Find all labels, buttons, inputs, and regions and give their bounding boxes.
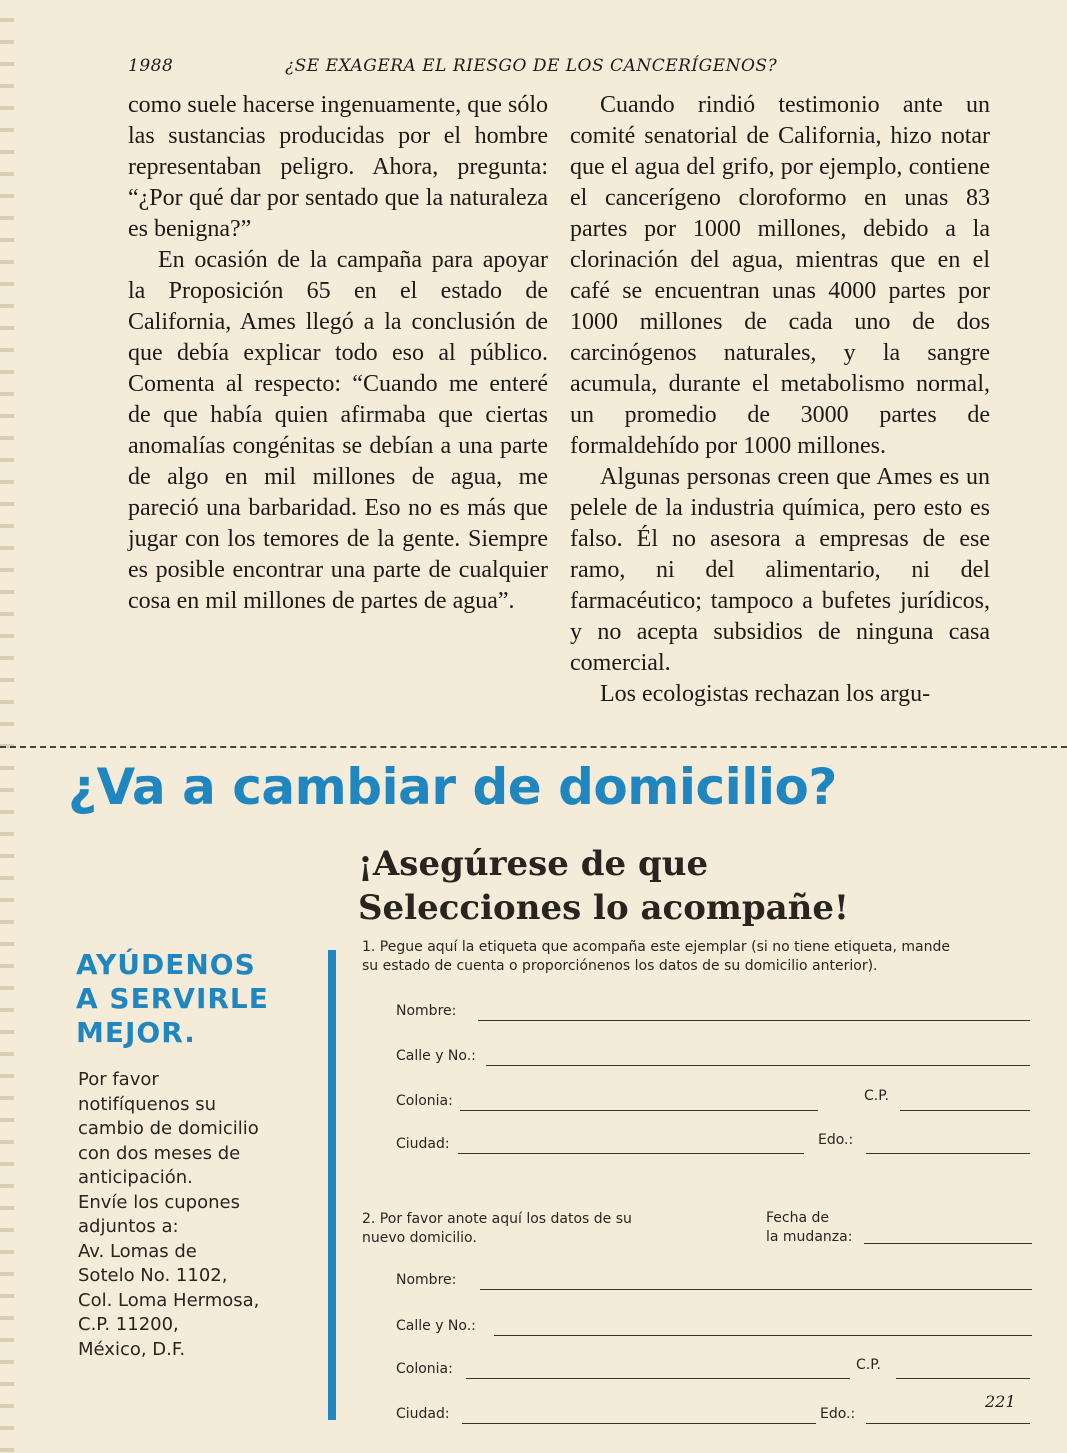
new-colonia-field[interactable] [466, 1378, 850, 1379]
new-calle-row[interactable] [396, 1318, 1030, 1338]
old-nombre-row[interactable] [396, 1003, 1030, 1023]
coupon-subheadline [358, 842, 849, 930]
old-ciudad-field[interactable] [458, 1153, 804, 1154]
side-heading-line: AYÚDENOS [76, 948, 256, 981]
new-cp-label: C.P. [856, 1357, 881, 1373]
moving-date-line: Fecha de [766, 1210, 829, 1226]
old-colonia-row[interactable] [396, 1088, 1030, 1113]
old-edo-label: Edo.: [818, 1132, 854, 1148]
side-text-line: adjuntos a: [78, 1216, 179, 1237]
section1-instruction-line: su estado de cuenta o proporciónenos los datos de su domicilio anterior). [362, 958, 878, 974]
side-text-line: Envíe los cupones [78, 1191, 240, 1213]
side-text-line: Sotelo No. 1102, [78, 1265, 228, 1286]
new-ciudad-field[interactable] [462, 1423, 816, 1424]
side-text-line: con dos meses de [78, 1142, 241, 1164]
old-nombre-label: Nombre: [396, 1003, 457, 1019]
side-heading-line: MEJOR. [76, 1016, 196, 1049]
article-right-column [570, 90, 990, 710]
header-title: ¿SE EXAGERA EL RIESGO DE LOS CANCERÍGENOS? [285, 56, 778, 76]
cut-line [0, 746, 1067, 748]
old-calle-field[interactable] [486, 1065, 1030, 1066]
article-left-column [128, 90, 548, 617]
section2-instruction [362, 1210, 722, 1248]
right-paragraph-2: Algunas personas creen que Ames es un pelele de la industria química, pero esto es falso. Él no asesora a empresas de ese ramo, ni del alimentario, ni del farmacéutico; tampoco a bufetes jurídicos, y no acepta subsidios de ninguna casa comercial. [570, 464, 990, 676]
old-calle-row[interactable] [396, 1048, 1030, 1068]
new-calle-label: Calle y No.: [396, 1318, 476, 1334]
side-text-line: cambio de domicilio [78, 1118, 259, 1139]
coupon-headline: ¿Va a cambiar de domicilio? [68, 758, 837, 816]
old-edo-field[interactable] [866, 1153, 1030, 1154]
side-text-line: Col. Loma Hermosa, [78, 1289, 260, 1311]
side-text-line: notifíquenos su [78, 1093, 217, 1115]
new-calle-field[interactable] [494, 1335, 1032, 1336]
moving-date-line: la mudanza: [766, 1229, 853, 1245]
left-paragraph-1: como suele hacerse ingenuamente, que sólo las sustancias producidas por el hombre representaban peligro. Ahora, pregunta: “¿Por qué dar por sentado que la naturaleza es benigna?” [128, 92, 548, 242]
side-heading-line: A SERVIRLE [76, 982, 269, 1015]
moving-date-label [766, 1209, 866, 1247]
new-nombre-row[interactable] [396, 1272, 1030, 1292]
side-text-line: Av. Lomas de [78, 1240, 197, 1262]
new-ciudad-label: Ciudad: [396, 1406, 450, 1422]
right-paragraph-3: Los ecologistas rechazan los argu- [600, 681, 931, 707]
left-paragraph-2: En ocasión de la campaña para apoyar la Proposición 65 en el estado de California, Ames llegó a la conclusión de que debía explicar todo eso al público. Comenta al respecto: “Cuando me enteré de que había quien afirmaba que ciertas anomalías congénitas se debían a una parte de algo en mil millones de agua, me pareció una barbaridad. Eso no es más que jugar con los temores de la gente. Siempre es posible encontrar una parte de cualquier cosa en mil millones de partes de agua”. [128, 247, 548, 614]
old-nombre-field[interactable] [478, 1020, 1030, 1021]
side-instructions [78, 1068, 318, 1362]
old-colonia-label: Colonia: [396, 1093, 453, 1109]
old-ciudad-row[interactable] [396, 1132, 1030, 1156]
divider-bar [328, 950, 336, 1420]
binding-holes [0, 0, 14, 1453]
side-text-line: Por favor [78, 1069, 159, 1090]
right-paragraph-1: Cuando rindió testimonio ante un comité senatorial de California, hizo notar que el agua del grifo, por ejemplo, contiene el cancerígeno cloroformo en unas 83 partes por 1000 millones, debido a la clorinación del agua, mientras que en el café se encuentran unas 4000 partes por 1000 millones de cada uno de dos carcinógenos naturales, y la sangre acumula, durante el metabolismo normal, un promedio de 3000 partes de formaldehído por 1000 millones. [570, 92, 990, 459]
section1-instruction [362, 938, 1052, 976]
section2-instruction-line: nuevo domicilio. [362, 1230, 477, 1246]
side-text-line: anticipación. [78, 1167, 193, 1188]
header-year: 1988 [128, 56, 174, 76]
old-colonia-field[interactable] [460, 1110, 818, 1111]
side-text-line: México, D.F. [78, 1338, 186, 1360]
new-edo-field[interactable] [866, 1423, 1030, 1424]
moving-date-field[interactable] [864, 1225, 1032, 1244]
new-ciudad-row[interactable] [396, 1406, 1030, 1426]
section1-instruction-line: 1. Pegue aquí la etiqueta que acompaña este ejemplar (si no tiene etiqueta, mande [362, 939, 950, 955]
new-nombre-label: Nombre: [396, 1272, 457, 1288]
section2-instruction-line: 2. Por favor anote aquí los datos de su [362, 1211, 632, 1227]
old-cp-label: C.P. [864, 1088, 889, 1104]
old-calle-label: Calle y No.: [396, 1048, 476, 1064]
new-colonia-row[interactable] [396, 1357, 1030, 1381]
new-edo-label: Edo.: [820, 1406, 856, 1422]
side-heading [76, 948, 269, 1050]
side-text-line: C.P. 11200, [78, 1314, 179, 1335]
new-cp-field[interactable] [896, 1378, 1030, 1379]
new-colonia-label: Colonia: [396, 1361, 453, 1377]
page-number: 221 [985, 1392, 1016, 1411]
subheadline-line-1: ¡Asegúrese de que [358, 844, 709, 884]
old-cp-field[interactable] [900, 1110, 1030, 1111]
subheadline-line-2: Selecciones lo acompañe! [358, 888, 849, 928]
old-ciudad-label: Ciudad: [396, 1136, 450, 1152]
new-nombre-field[interactable] [480, 1289, 1032, 1290]
